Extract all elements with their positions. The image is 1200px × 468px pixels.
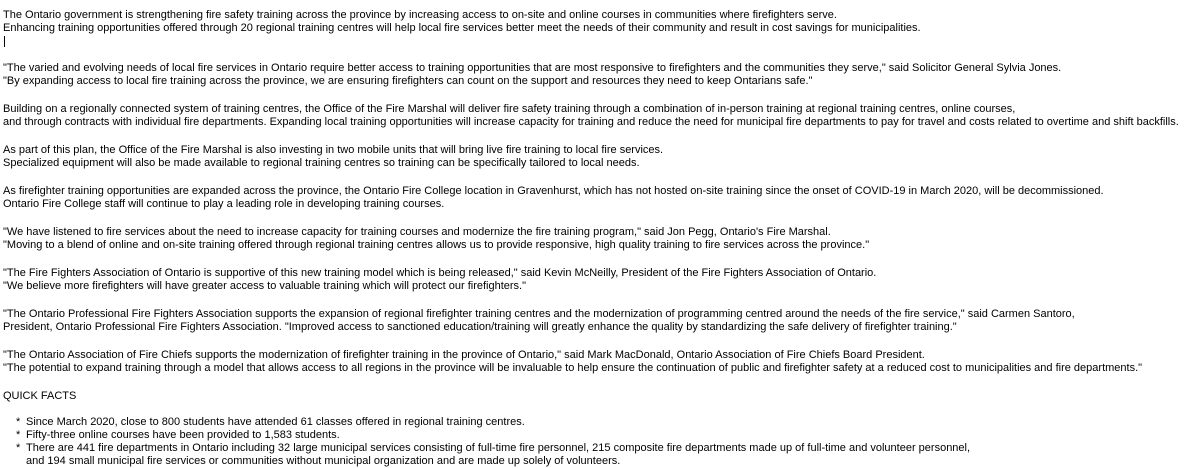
- paragraph-intro: [3, 9, 1197, 47]
- paragraph-line: Ontario Fire College staff will continue to play a leading role in developing training courses.: [3, 198, 445, 210]
- paragraph-quote-jones: [3, 62, 1197, 88]
- quick-facts-list: [3, 416, 1197, 468]
- paragraph-line: "By expanding access to local fire training across the province, we are ensuring firefighters can count on the support and resources they need to keep Ontarians safe.": [3, 75, 813, 87]
- list-item: [16, 429, 1197, 442]
- paragraph-quote-mcneilly: [3, 267, 1197, 293]
- paragraph-line: "The Ontario Association of Fire Chiefs supports the modernization of firefighter training in the province of Ontario," said Mark MacDonald, Ontario Association of Fire Chiefs Board President.: [3, 349, 925, 361]
- fact-line: Fifty-three online courses have been provided to 1,583 students.: [26, 429, 340, 441]
- paragraph-mobile-units: [3, 144, 1197, 170]
- paragraph-line: "Moving to a blend of online and on-site training offered through regional training centres allows us to provide responsive, high quality training to fire services across the province.": [3, 239, 870, 251]
- fact-text: [26, 416, 525, 429]
- fact-text: [26, 442, 970, 468]
- paragraph-quote-macdonald: [3, 349, 1197, 375]
- document-body[interactable]: [3, 9, 1197, 468]
- paragraph-fire-college: [3, 185, 1197, 211]
- paragraph-line: "The potential to expand training through a model that allows access to all regions in the province will be invaluable to help ensure the continuation of public and firefighter safety at a reduced cost to municipalities and fire departments.": [3, 362, 1143, 374]
- paragraph-line: "We have listened to fire services about the need to increase capacity for training courses and modernize the fire training program," said Jon Pegg, Ontario's Fire Marshal.: [3, 226, 831, 238]
- paragraph-line: "The varied and evolving needs of local fire services in Ontario require better access to training opportunities that are most responsive to firefighters and the communities they serve," said Solicitor General Sylvia Jones.: [3, 62, 1062, 74]
- paragraph-quote-pegg: [3, 226, 1197, 252]
- paragraph-quote-santoro: [3, 308, 1197, 334]
- paragraph-line: Building on a regionally connected system of training centres, the Office of the Fire Marshal will deliver fire safety training through a combination of in-person training at regional training centres, online courses,: [3, 103, 1016, 115]
- paragraph-line: and through contracts with individual fire departments. Expanding local training opportunities will increase capacity for training and reduce the need for municipal fire departments to pay for travel and costs related to overtime and shift backfills.: [3, 116, 1179, 128]
- paragraph-line: "We believe more firefighters will have greater access to valuable training which will protect our firefighters.": [3, 280, 527, 292]
- paragraph-line: "The Ontario Professional Fire Fighters Association supports the expansion of regional firefighter training centres and the modernization of programming centred around the needs of the fire service," said Carmen Santoro,: [3, 308, 1075, 320]
- paragraph-line: Enhancing training opportunities offered through 20 regional training centres will help local fire services better meet the needs of their community and result in cost savings for municipalities.: [3, 22, 921, 34]
- list-item: [16, 416, 1197, 429]
- paragraph-line: "The Fire Fighters Association of Ontario is supportive of this new training model which is being released," said Kevin McNeilly, President of the Fire Fighters Association of Ontario.: [3, 267, 877, 279]
- fact-line: There are 441 fire departments in Ontario including 32 large municipal services consisting of full-time fire personnel, 215 composite fire departments made up of full-time and volunteer personnel,: [26, 442, 971, 454]
- paragraph-training-centres: [3, 103, 1197, 129]
- bullet-icon: *: [16, 416, 21, 428]
- paragraph-line: Specialized equipment will also be made available to regional training centres so training can be specifically tailored to local needs.: [3, 157, 640, 169]
- list-item: [16, 442, 1197, 468]
- fact-text: [26, 429, 340, 442]
- paragraph-line: As part of this plan, the Office of the Fire Marshal is also investing in two mobile units that will bring live fire training to local fire services.: [3, 144, 664, 156]
- paragraph-line: As firefighter training opportunities are expanded across the province, the Ontario Fire College location in Gravenhurst, which has not hosted on-site training since the onset of COVID-19 in March 2020, will be decommissioned.: [3, 185, 1104, 197]
- bullet-icon: *: [16, 442, 21, 454]
- paragraph-line: President, Ontario Professional Fire Fighters Association. "Improved access to sanctioned education/training will greatly enhance the quality by standardizing the safe delivery of firefighter training.": [3, 321, 957, 333]
- quick-facts-heading: QUICK FACTS: [3, 390, 77, 402]
- text-cursor: [4, 36, 5, 47]
- fact-line: Since March 2020, close to 800 students have attended 61 classes offered in regional training centres.: [26, 416, 525, 428]
- bullet-icon: *: [16, 429, 21, 441]
- fact-line: and 194 small municipal fire services or communities without municipal organization and are made up solely of volunteers.: [26, 455, 621, 467]
- paragraph-line: The Ontario government is strengthening fire safety training across the province by increasing access to on-site and online courses in communities where firefighters serve.: [3, 9, 837, 21]
